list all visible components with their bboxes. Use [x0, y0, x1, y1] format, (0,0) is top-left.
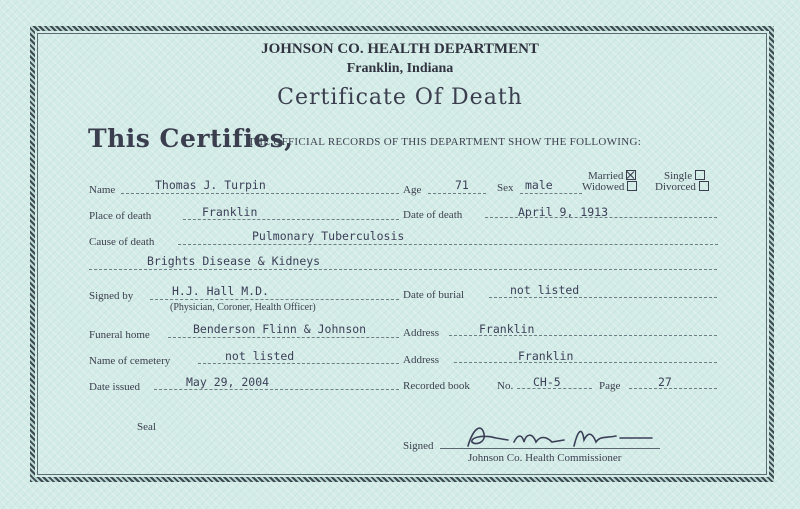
date-issued-line — [154, 389, 399, 390]
funeral-address-value: Franklin — [479, 322, 535, 336]
page-label: Page — [599, 380, 621, 392]
signed-label: Signed — [403, 440, 434, 452]
recorded-book-label: Recorded book — [403, 380, 470, 392]
name-value: Thomas J. Turpin — [155, 178, 266, 192]
age-line — [428, 193, 486, 194]
signed-by-label: Signed by — [89, 290, 134, 302]
seal-label: Seal — [137, 421, 156, 433]
cause-of-death-label: Cause of death — [89, 236, 155, 248]
married-label: Married — [588, 170, 624, 182]
cemetery-address-label: Address — [403, 354, 440, 366]
date-of-death-value: April 9, 1913 — [518, 205, 609, 219]
sex-value: male — [525, 178, 553, 192]
official-records-statement: THE OFFICIAL RECORDS OF THIS DEPARTMENT SHOW THE FOLLOWING: — [248, 136, 642, 148]
date-issued-value: May 29, 2004 — [186, 375, 270, 389]
cause-of-death-value-1: Pulmonary Tuberculosis — [252, 229, 405, 243]
single-label: Single — [664, 170, 693, 182]
widowed-label: Widowed — [582, 181, 625, 193]
location-heading: Franklin, Indiana — [346, 61, 454, 76]
date-of-burial-line — [489, 297, 717, 298]
signed-by-value: H.J. Hall M.D. — [172, 284, 269, 298]
funeral-address-label: Address — [403, 327, 440, 339]
divorced-option — [655, 181, 709, 193]
name-line — [121, 193, 399, 194]
place-of-death-value: Franklin — [202, 205, 258, 219]
sex-label: Sex — [497, 182, 514, 194]
date-of-death-label: Date of death — [403, 209, 463, 221]
funeral-home-value: Benderson Flinn & Johnson — [193, 322, 367, 336]
cemetery-line — [198, 363, 399, 364]
cause-of-death-line-2 — [89, 269, 717, 270]
divorced-label: Divorced — [655, 181, 696, 193]
recorded-book-value: CH-5 — [533, 375, 561, 389]
cemetery-value: not listed — [225, 349, 295, 363]
recorded-book-no-label: No. — [497, 380, 514, 392]
cemetery-address-value: Franklin — [518, 349, 574, 363]
date-of-burial-value: not listed — [510, 283, 580, 297]
handwritten-signature — [460, 420, 660, 452]
certificate-title: Certificate Of Death — [277, 85, 523, 110]
married-checkbox — [626, 170, 636, 180]
page-line — [629, 388, 717, 389]
name-label: Name — [89, 184, 116, 196]
signed-by-line — [150, 299, 399, 300]
date-issued-label: Date issued — [89, 381, 141, 393]
cemetery-label: Name of cemetery — [89, 355, 171, 367]
single-checkbox — [695, 170, 705, 180]
widowed-checkbox — [627, 181, 637, 191]
cause-of-death-line-1 — [178, 244, 718, 245]
signed-by-note: (Physician, Coroner, Health Officer) — [170, 302, 316, 313]
sex-line — [520, 193, 582, 194]
funeral-home-label: Funeral home — [89, 329, 150, 341]
cause-of-death-value-2: Brights Disease & Kidneys — [147, 254, 321, 268]
commissioner-title: Johnson Co. Health Commissioner — [468, 452, 622, 464]
divorced-checkbox — [699, 181, 709, 191]
funeral-home-line — [168, 337, 399, 338]
department-heading: JOHNSON CO. HEALTH DEPARTMENT — [261, 41, 539, 57]
date-of-burial-label: Date of burial — [403, 289, 465, 301]
this-certifies-heading: This Certifies, — [88, 124, 294, 153]
place-of-death-line — [183, 219, 399, 220]
age-value: 71 — [455, 178, 469, 192]
page-value: 27 — [658, 375, 672, 389]
cemetery-address-line — [454, 362, 717, 363]
place-of-death-label: Place of death — [89, 210, 152, 222]
age-label: Age — [403, 184, 422, 196]
widowed-option — [582, 181, 637, 193]
